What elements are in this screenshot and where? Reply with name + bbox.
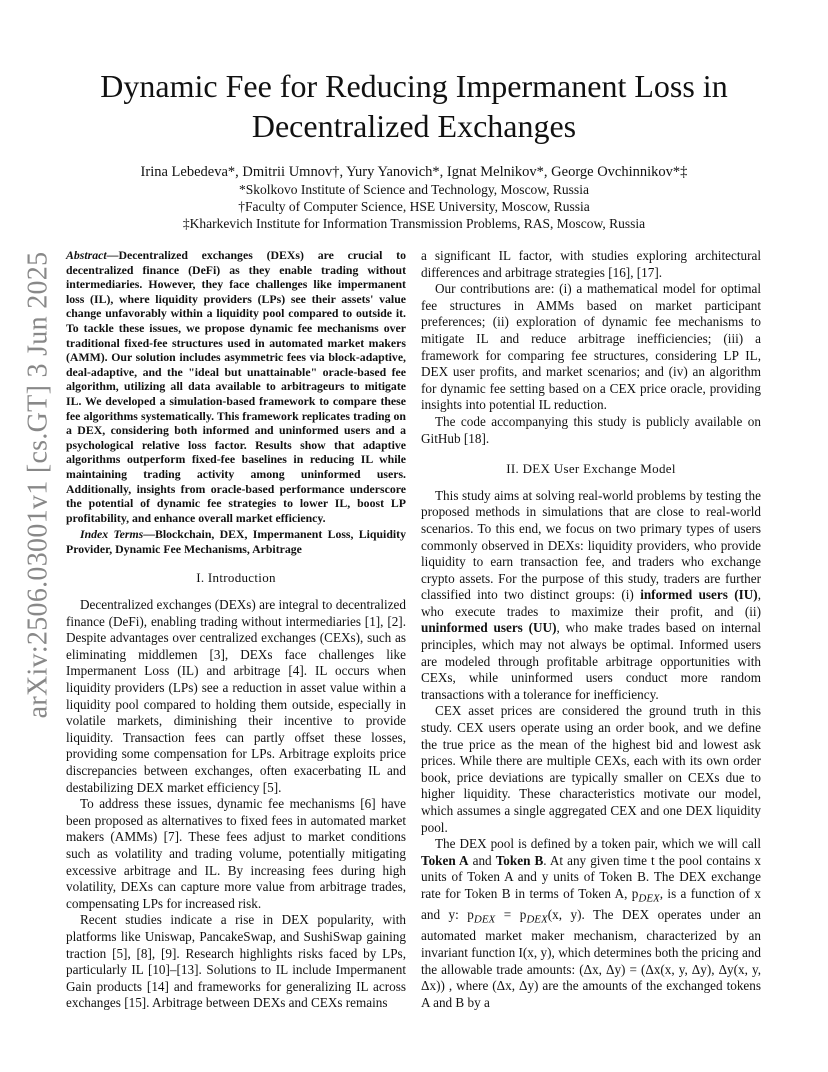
section-2-heading: II. DEX User Exchange Model — [506, 461, 676, 477]
intro-paragraph-3: Recent studies indicate a rise in DEX popularity, with platforms like Uniswap, PancakeSwap, and SushiSwap gaining traction [5], [8], [9]. Research highlights risks faced by LPs, particularly IL [10]–[13]. Solutions to IL include Impermanent Gain products [14] and frameworks for generalizing IL across exchanges [15]. Arbitrage between DEXs and CEXs remains — [66, 912, 406, 1011]
paper-title: Dynamic Fee for Reducing Impermanent Loss in Decentralized Exchanges — [100, 68, 728, 144]
intro-paragraph-1: Decentralized exchanges (DEXs) are integral to decentralized finance (DeFi), enabling trading without intermediaries [1], [2]. Despite advantages over centralized exchanges (CEXs), such as eliminating middlemen [3], DEXs face challenges like Impermanent Loss (IL) and arbitrage [4]. IL occurs when liquidity providers (LPs) see a reduction in asset value within a liquidity pool compared to holding them outside, especially in volatile markets, diminishing their incentive to provide liquidity. Transaction fees can partly offset these losses, providing some compensation for LPs. Arbitrage exploits price discrepancies between exchanges, often exacerbating IL and destabilizing DEX market efficiency [5]. — [66, 597, 406, 795]
model-paragraph-2: CEX asset prices are considered the ground truth in this study. CEX users operate using an order book, and we define the true price as the mean of the highest bid and lowest ask prices. While there are multiple CEXs, each with its own order book, price deviations are typically smaller on CEXs due to higher liquidity. These characteristics motivate our model, which assumes a single aggregated CEX and one DEX liquidity pool. — [421, 703, 761, 835]
dex-subscript-2: DEX — [473, 913, 496, 926]
model-p3-part-e: (x, y). The DEX operates under an automated market maker mechanism, characterized by an invariant function I(x, y), which determines both the pricing and the allowable trade amounts: (Δx, Δy) = (Δx(x, y, Δy), Δy(x, y, Δx)) , where (Δx, Δy) are the amounts of the exchanged tokens A and B by a — [421, 907, 762, 1010]
dex-subscript-3: DEX — [526, 913, 548, 926]
index-terms-label: Index Terms — [80, 527, 144, 542]
model-p3-and: and — [468, 852, 496, 868]
model-p3-part-a: The DEX pool is defined by a token pair, which we will call — [435, 836, 761, 852]
right-column — [421, 248, 761, 1011]
abstract-text — [66, 248, 406, 525]
model-p3-part-b: . At any given time t the pool contains x units of Token A and y units of Token B. The DEX exchange rate for Token B in terms of Token A, p — [421, 852, 761, 901]
model-p1-part-b: , who execute trades to maximize their profit, and (ii) — [421, 587, 761, 619]
section-1-heading: I. Introduction — [196, 570, 276, 586]
model-p1-part-a: This study aims at solving real-world problems by testing the proposed methods in simulations that are close to real-world scenarios. To this end, we focus on two primary types of users commonly observed in DEXs: liquidity providers, who provide liquidity to earn transaction fee, and traders who exchange crypto assets. For the purpose of this study, traders are further classified into two distinct groups: (i) — [421, 487, 761, 603]
code-availability: The code accompanying this study is publicly available on GitHub [18]. — [421, 413, 761, 446]
arxiv-id: arXiv:2506.03001v1 [cs.GT] 3 Jun 2025 — [22, 251, 54, 719]
affiliation-3: ‡Kharkevich Institute for Information Transmission Problems, RAS, Moscow, Russia — [182, 216, 646, 231]
informed-users-term: informed users (IU) — [640, 587, 758, 603]
token-b-term: Token B — [495, 852, 544, 868]
contributions-paragraph: Our contributions are: (i) a mathematical model for optimal fee structures in AMMs based on market participant preferences; (ii) exploration of dynamic fee mechanisms to mitigate IL and reduce arbitrage inefficiencies; (iii) a framework for comparing fee structures, considering LP IL, DEX user profits, and market scenarios; and (iv) an algorithm for dynamic fee setting based on a CEX price oracle, providing insights into potential IL reduction. — [421, 281, 761, 413]
token-a-term: Token A — [421, 852, 469, 868]
abstract-label: Abstract — [66, 248, 107, 262]
abstract-body: —Decentralized exchanges (DEXs) are crucial to decentralized finance (DeFi) as they enable trading without intermediaries. However, they face challenges like impermanent loss (IL), where liquidity providers (LPs) see their assets' value change unfavorably within a liquidity pool compared to outside it. To tackle these issues, we propose dynamic fee mechanisms over traditional fixed-fee structures used in automated market makers (AMM). Our solution includes asymmetric fees via block-adaptive, deal-adaptive, and the "ideal but unattainable" oracle-based fee algorithm, utilizing all data available to arbitrageurs to mitigate IL. We developed a simulation-based framework to compare these fee algorithms systematically. This framework replicates trading on a DEX, considering both informed and uninformed users and a psychological relative loss factor. Results show that adaptive algorithms outperform fixed-fee baselines in reducing IL while maintaining trading activity among uninformed users. Additionally, insights from oracle-based performance underscore the potential of dynamic fee strategies to lower IL, boost LP profitability, and enhance overall market efficiency. — [66, 248, 406, 525]
index-terms — [66, 527, 406, 556]
index-terms-body: —Blockchain, DEX, Impermanent Loss, Liquidity Provider, Dynamic Fee Mechanisms, Arbitrage — [66, 527, 406, 556]
dex-subscript-1: DEX — [638, 892, 660, 905]
model-paragraph-3 — [421, 836, 761, 1011]
model-p3-part-c: , is a function of x and y: p — [421, 885, 761, 923]
arxiv-watermark — [14, 251, 62, 719]
model-p1-part-c: , who make trades based on internal principles, which may not always be optimal. Informed users are modeled through profitable arbitrage opportunities with CEXs, while uninformed users conduct more random transactions with a tolerance for inefficiency. — [421, 620, 761, 702]
left-column — [66, 248, 406, 1012]
model-paragraph-1 — [421, 488, 761, 704]
intro-paragraph-2: To address these issues, dynamic fee mechanisms [6] have been proposed as alternatives to fixed fees in automated market makers (AMMs) [7]. These fees adjust to market conditions such as volatility and trading volume, potentially mitigating excessive arbitrage and IL. By increasing fees during high volatility, DEXs can capture more value from arbitrage trades, compensating LPs for increased risk. — [66, 796, 406, 911]
uninformed-users-term: uninformed users (UU) — [421, 620, 557, 636]
abstract — [66, 248, 406, 556]
author-list: Irina Lebedeva*, Dmitrii Umnov†, Yury Yanovich*, Ignat Melnikov*, George Ovchinnikov*‡ — [140, 164, 688, 180]
model-p3-part-d: = p — [495, 907, 527, 923]
intro-continuation: a significant IL factor, with studies exploring architectural differences and arbitrage strategies [16], [17]. — [421, 248, 761, 280]
affiliation-2: †Faculty of Computer Science, HSE University, Moscow, Russia — [238, 199, 590, 214]
affiliation-1: *Skolkovo Institute of Science and Technology, Moscow, Russia — [239, 182, 589, 197]
